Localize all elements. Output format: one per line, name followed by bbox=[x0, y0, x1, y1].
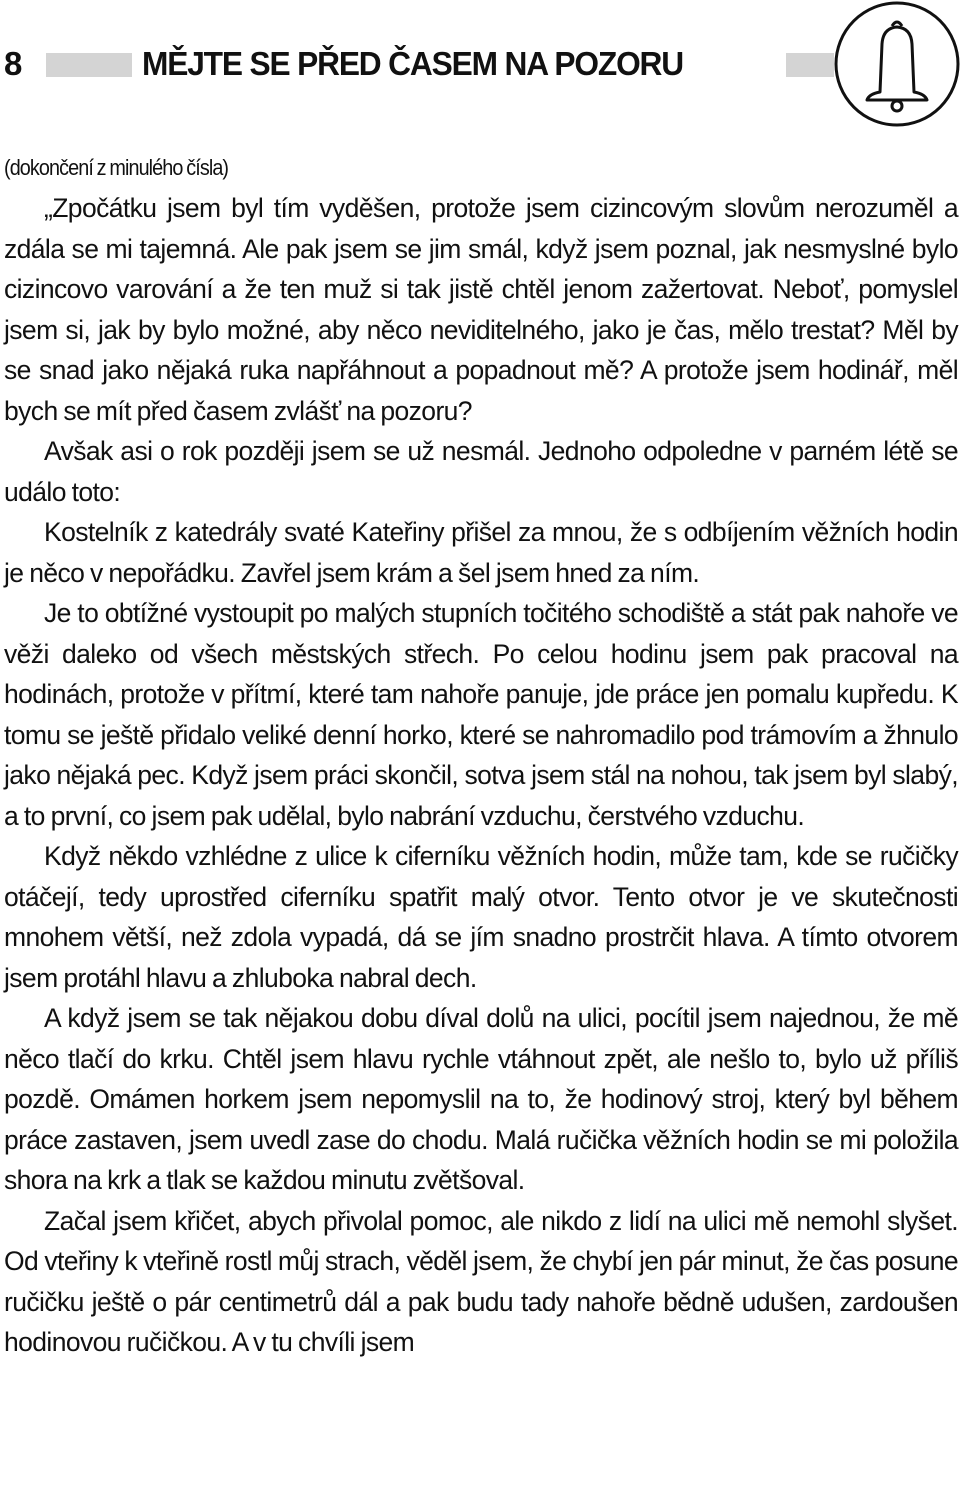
article bbox=[4, 148, 958, 1363]
paragraph: Když někdo vzhlédne z ulice k ciferníku věžních hodin, může tam, kde se ručičky otáčejí, tedy uprostřed ciferníku spatřit malý otvor. Tento otvor je ve skutečnosti mnohem větší, než zdola vypadá, dá se jím snadno prostrčit hlava. A tímto otvorem jsem protáhl hlavu a zhluboka nabral dech. bbox=[4, 841, 958, 993]
paragraph: „Zpočátku jsem byl tím vyděšen, protože jsem cizincovým slovům nerozuměl a zdála se mi tajemná. Ale pak jsem se jim smál, když jsem poznal, jak nesmyslné bylo cizincovo varování a že ten muž si tak jistě chtěl jenom zažertovat. Neboť, pomyslel jsem si, jak by bylo možné, aby něco neviditelného, jako je čas, mělo trestat? Měl by se snad jako nějaká ruka napřáhnout a popadnout mě? A protože jsem hodinář, měl bych se mít před časem zvlášť na pozoru? bbox=[4, 193, 958, 426]
paragraph: A když jsem se tak nějakou dobu díval dolů na ulici, pocítil jsem najednou, že mě něco tlačí do krku. Chtěl jsem hlavu rychle vtáhnout zpět, ale nešlo to, bylo už příliš pozdě. Omámen horkem jsem nepomyslil na to, že hodinový stroj, který byl během práce zastaven, jsem uvedl zase do chodu. Malá ručička věžních hodin se mi položila shora na krk a tlak se každou minutu zvětšoval. bbox=[4, 1003, 958, 1195]
header-bar-left bbox=[46, 53, 132, 77]
paragraph: Je to obtížné vystoupit po malých stupních točitého schodiště a stát pak nahoře ve věži daleko od všech městských střech. Po celou hodinu jsem pak pracoval na hodinách, protože v přítmí, které tam nahoře panuje, jde práce jen pomalu kupředu. K tomu se ještě přidalo veliké denní horko, které se nahromadilo pod trámovím a žhnulo jako nějaká pec. Když jsem práci skončil, sotva jsem stál na nohou, tak jsem byl slabý, a to první, co jsem pak udělal, bylo nabrání vzduchu, čerstvého vzduchu. bbox=[4, 598, 958, 831]
page-number: 8 bbox=[4, 45, 22, 82]
paragraph: Avšak asi o rok později jsem se už nesmál. Jednoho odpoledne v parném létě se událo toto: bbox=[4, 436, 958, 507]
paragraph: Začal jsem křičet, abych přivolal pomoc, ale nikdo z lidí na ulici mě nemohl slyšet. Od vteřiny k vteřině rostl můj strach, věděl jsem, že chybí jen pár minut, že čas posune ručičku ještě o pár centimetrů dál a pak budu tady nahoře bědně udušen, zardoušen hodinovou ručičkou. A v tu chvíli jsem bbox=[4, 1205, 958, 1357]
paragraph: Kostelník z katedrály svaté Kateřiny přišel za mnou, že s odbíjením věžních hodin je něco v nepořádku. Zavřel jsem krám a šel jsem hned za ním. bbox=[4, 517, 958, 588]
header-bar-right bbox=[786, 53, 834, 77]
page-header bbox=[0, 0, 960, 135]
bell-icon bbox=[830, 0, 960, 131]
continued-note: (dokončení z minulého čísla) bbox=[4, 155, 229, 180]
section-title: MĚJTE SE PŘED ČASEM NA POZORU bbox=[142, 45, 684, 82]
